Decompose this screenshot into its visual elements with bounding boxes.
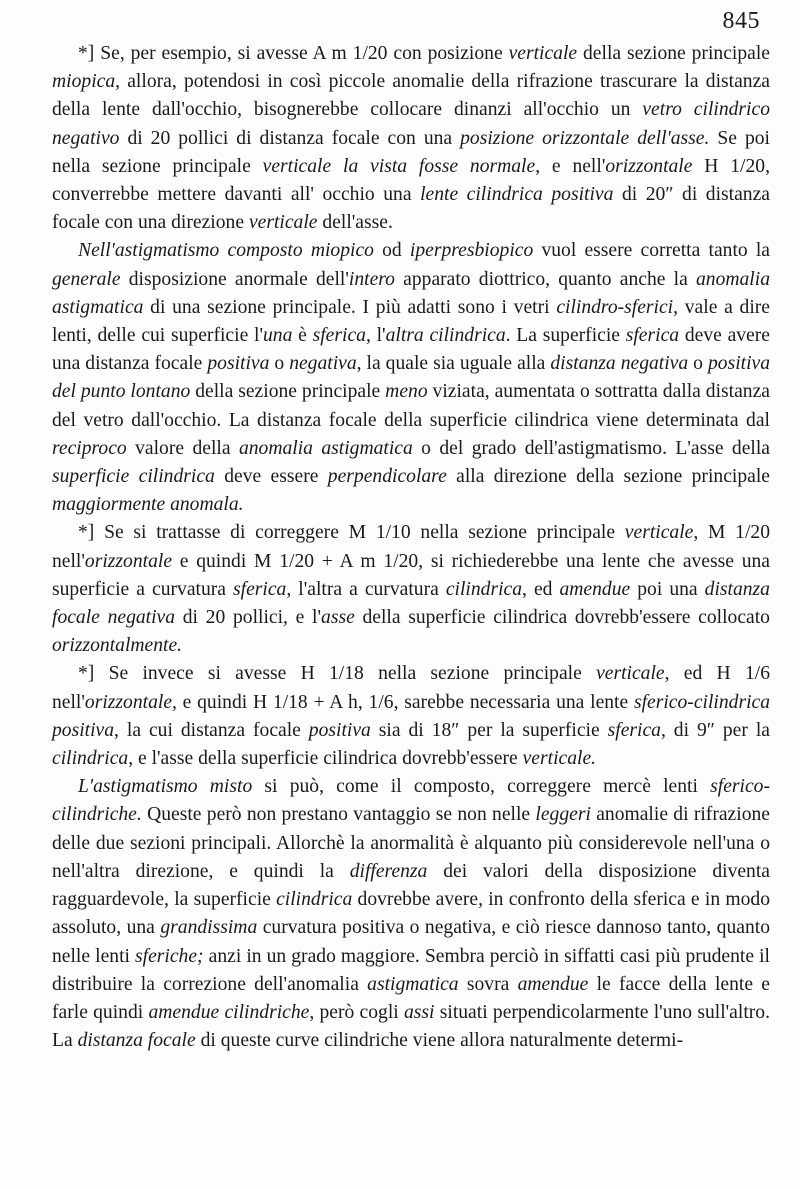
text-run: *] Se si trattasse di correggere M	[78, 522, 376, 544]
italic-run: sferica	[233, 578, 287, 600]
text-run: nell'	[52, 691, 85, 713]
text-run: , e nell'	[535, 155, 606, 177]
text-run: della sezione principale	[190, 381, 386, 403]
text-run: nella sezione principale	[410, 522, 625, 544]
text-run: e quindi M	[172, 550, 280, 572]
text-run: , ed	[522, 578, 560, 600]
italic-run: perpendicolare	[327, 466, 447, 488]
text-run: di 20″ di distanza focale con una direzione	[52, 184, 770, 234]
italic-run: positiva	[207, 353, 270, 375]
italic-run: maggiormente anomala.	[52, 494, 244, 516]
text-run: , e quindi H	[172, 691, 273, 713]
text-run: della superficie cilindrica dovrebb'essere collocato	[354, 607, 770, 629]
text-run: apparato diottrico, quanto anche la	[394, 268, 696, 290]
text-run: deve avere una distanza focale	[52, 325, 770, 375]
text-run: 1/6	[744, 663, 770, 685]
text-run: è	[292, 325, 313, 347]
italic-run: vetro cilindrico negativo	[52, 99, 770, 149]
paragraph	[52, 237, 770, 519]
italic-run: cilindro-sferici	[556, 296, 674, 318]
italic-run: cilindrica	[445, 578, 523, 600]
text-run: deve essere	[214, 466, 328, 488]
italic-run: verticale	[508, 43, 578, 64]
italic-run: anomalia astigmatica	[52, 268, 770, 318]
italic-run: verticale.	[522, 748, 597, 770]
text-run: 1/20	[383, 550, 419, 572]
italic-run: lente cilindrica positiva	[420, 184, 614, 206]
italic-run: negativa	[289, 353, 357, 375]
text-run: dell'asse.	[317, 212, 393, 234]
italic-run: L'astigmatismo misto	[78, 776, 253, 798]
text-run: di 20 pollici di distanza focale con una	[119, 127, 461, 149]
text-run: si può, come il composto, correggere mercè lenti	[252, 776, 711, 798]
text-run: sovra	[458, 973, 518, 995]
body-text	[52, 40, 770, 1055]
text-run: , di 9″ per la	[660, 719, 770, 741]
text-run: , si richiederebbe una lente che avesse una superficie a curvatura	[52, 550, 770, 600]
text-run: dovrebbe avere, in confronto della sferica e in modo assoluto, una	[52, 889, 770, 939]
italic-run: sferica	[607, 719, 661, 741]
italic-run: positiva	[308, 719, 371, 741]
italic-run: differenza	[349, 860, 428, 882]
text-run: della sezione principale	[577, 43, 770, 64]
text-run: curvatura positiva o negativa, e ciò riesce dannoso tanto, quanto nelle lenti	[52, 917, 770, 967]
text-run: , la cui distanza focale	[114, 719, 309, 741]
text-run: situati perpendicolarmente l'uno sull'altro. La	[52, 1001, 770, 1052]
text-run: nell'	[52, 550, 85, 572]
paragraph	[52, 773, 770, 1055]
text-run: *] Se invece si avesse H	[78, 663, 329, 685]
italic-run: amendue	[559, 578, 631, 600]
paragraph	[52, 519, 770, 660]
italic-run: posizione orizzontale dell'asse.	[460, 127, 710, 149]
paragraph	[52, 40, 770, 237]
text-run: , però cogli	[309, 1001, 404, 1023]
italic-run: anomalia astigmatica	[238, 437, 413, 459]
text-run: , e l'asse della superficie cilindrica dovrebb'essere	[128, 748, 523, 770]
text-run: dei valori della disposizione diventa ragguardevole, la superficie	[52, 860, 770, 911]
text-run: 1/10	[375, 522, 411, 544]
text-run: H	[692, 155, 731, 177]
italic-run: superficie cilindrica	[52, 466, 215, 488]
text-run: od	[373, 240, 410, 262]
text-run: o	[688, 353, 708, 375]
italic-run: sferico-cilindriche.	[52, 776, 770, 826]
text-run: nella sezione principale	[363, 663, 597, 685]
italic-run: meno	[385, 381, 428, 403]
text-run: 1/6	[368, 691, 394, 713]
text-run: 1/20	[279, 550, 315, 572]
italic-run: distanza focale negativa	[52, 578, 770, 629]
italic-run: amendue	[517, 973, 589, 995]
text-run: valore della	[126, 437, 239, 459]
text-run: , converrebbe mettere davanti all' occhio una	[52, 155, 770, 206]
italic-run: astigmatica	[367, 973, 459, 995]
italic-run: Nell'astigmatismo composto miopico	[78, 240, 374, 262]
text-run: 1/20	[735, 522, 770, 544]
italic-run: asse	[321, 607, 355, 629]
text-run: , l'	[365, 325, 386, 347]
italic-run: reciproco	[52, 437, 127, 459]
italic-run: positiva del punto lontano	[52, 353, 771, 403]
italic-run: orizzontale	[84, 691, 173, 713]
italic-run: cilindrica	[52, 748, 129, 770]
italic-run: orizzontale	[605, 155, 693, 177]
italic-run: grandissima	[160, 917, 258, 939]
text-run: , l'altra a curvatura	[286, 578, 446, 600]
paragraph	[52, 660, 770, 773]
text-run: disposizione anormale dell'	[120, 268, 349, 290]
italic-run: sferica	[312, 325, 366, 347]
text-run: 1/20	[730, 155, 766, 177]
page-number: 845	[722, 8, 760, 34]
text-run: o	[269, 353, 290, 375]
text-run: + A m	[314, 550, 384, 572]
italic-run: orizzontalmente.	[52, 635, 183, 657]
text-run: 1/20	[352, 43, 388, 64]
italic-run: cilindrica	[276, 889, 353, 911]
italic-run: verticale	[596, 663, 665, 685]
italic-run: amendue cilindriche	[148, 1001, 310, 1023]
italic-run: miopica	[52, 71, 116, 93]
text-run: vuol essere corretta tanto la	[533, 240, 770, 262]
text-run: o del grado dell'astigmatismo. L'asse della	[412, 437, 771, 459]
text-run: 1/18	[272, 691, 308, 713]
text-run: , la quale sia uguale alla	[356, 353, 551, 375]
text-run: . La superficie	[505, 325, 626, 347]
text-run: poi una	[630, 578, 705, 600]
text-run: sia di 18″ per la superficie	[370, 719, 608, 741]
italic-run: intero	[348, 268, 395, 290]
text-run: 1/18	[328, 663, 364, 685]
italic-run: iperpresbiopico	[409, 240, 534, 262]
italic-run: altra cilindrica	[385, 325, 506, 347]
italic-run: verticale	[248, 212, 318, 234]
italic-run: sferico-cilindrica positiva	[52, 691, 771, 741]
italic-run: verticale la vista fosse normale	[262, 155, 536, 177]
italic-run: sferiche;	[135, 945, 204, 967]
italic-run: orizzontale	[84, 550, 173, 572]
text-run: anomalie di rifrazione delle due sezioni principali. Allorchè la anormalità è alquanto più considerevole nell'una o nell'altra direzione, e quindi la	[52, 804, 770, 882]
text-run: , ed H	[664, 663, 745, 685]
text-run: + A h,	[307, 691, 369, 713]
text-run: *] Se, per esempio, si avesse A m	[78, 43, 353, 64]
italic-run: sferica	[625, 325, 680, 347]
text-run: Queste però non prestano vantaggio se non nelle	[141, 804, 536, 826]
italic-run: assi	[404, 1001, 435, 1023]
text-run: Se poi nella sezione principale	[52, 127, 771, 177]
text-run: , sarebbe necessaria una lente	[393, 691, 634, 713]
text-run: , allora, potendosi in così piccole anomalie della rifrazione trascurare la distanza della lente dall'occhio, bisognerebbe collocare dinanzi all'occhio un	[52, 71, 770, 121]
text-run: di 20 pollici, e l'	[175, 607, 322, 629]
text-run: di queste curve cilindriche viene allora naturalmente determi-	[195, 1030, 684, 1052]
text-run: viziata, aumentata o sottratta dalla distanza del vetro dall'occhio. La distanza focale della superficie cilindrica viene determinata dal	[52, 381, 770, 431]
text-run: con posizione	[387, 43, 509, 64]
italic-run: leggeri	[535, 804, 591, 826]
text-run: di una sezione principale. I più adatti sono i vetri	[143, 296, 557, 318]
italic-run: distanza focale	[77, 1030, 196, 1052]
italic-run: generale	[52, 268, 121, 290]
text-run: alla direzione della sezione principale	[446, 466, 770, 488]
italic-run: verticale	[624, 522, 694, 544]
text-run: anzi in un grado maggiore. Sembra perciò in siffatti casi più prudente il distribuire la correzione dell'anomalia	[52, 945, 770, 995]
italic-run: una	[263, 325, 293, 347]
text-run: , M	[693, 522, 736, 544]
italic-run: distanza negativa	[550, 353, 689, 375]
text-run: le facce della lente e farle quindi	[52, 973, 770, 1023]
text-run: , vale a dire lenti, delle cui superficie l'	[52, 296, 770, 347]
